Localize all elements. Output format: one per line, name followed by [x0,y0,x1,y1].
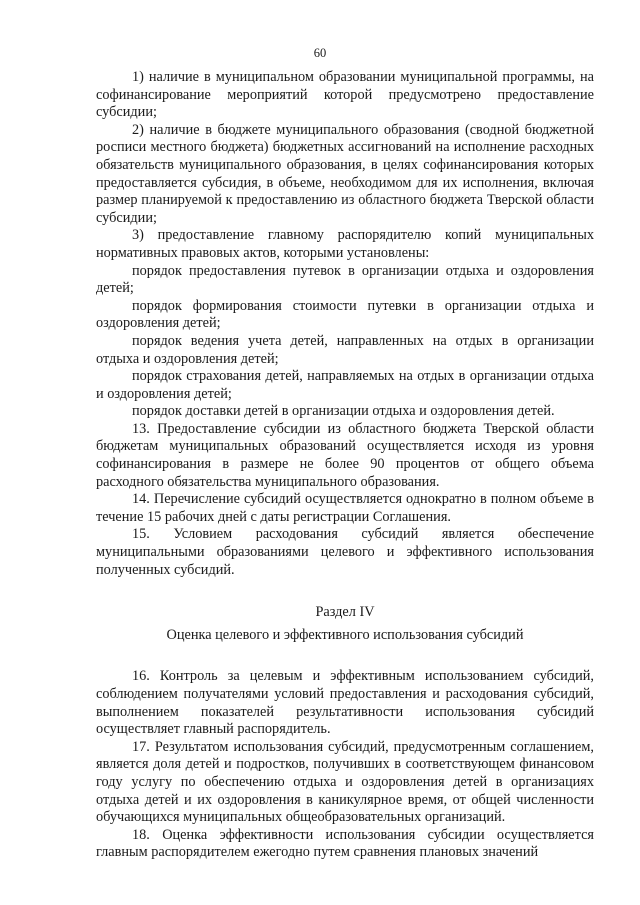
paragraph-procedure-vouchers: порядок предоставления путевок в организации отдыха и оздоровления детей; [96,262,594,297]
paragraph-18: 18. Оценка эффективности использования субсидии осуществляется главным распорядителем ежегодно путем сравнения плановых значений [96,826,594,861]
paragraph-item-3: 3) предоставление главному распорядителю копий муниципальных нормативных правовых актов, которыми установлены: [96,227,594,261]
paragraph-procedure-cost: порядок формирования стоимости путевки в организации отдыха и оздоровления детей; [96,297,594,332]
paragraph-16: 16. Контроль за целевым и эффективным использованием субсидий, соблюдением получателями условий предоставления и расходования субсидий, выполнением показателей результативности использования субсидий осуществляет главный распорядитель. [96,668,594,738]
paragraph-17: 17. Результатом использования субсидий, предусмотренным соглашением, является доля детей и подростков, получивших в соответствующем финансовом году услугу по обеспечению отдыха и оздоровления детей в организациях отдыха детей и их оздоровления в каникулярное время, от общей численности обучающихся муниципальных общеобразовательных организаций. [96,738,594,826]
section-title: Раздел IV [315,604,375,621]
document-body [96,69,594,862]
paragraph-14: 14. Перечисление субсидий осуществляется однократно в полном объеме в течение 15 рабочих дней с даты регистрации Соглашения. [96,491,594,525]
section-heading [96,604,594,644]
paragraph-13: 13. Предоставление субсидии из областного бюджета Тверской области бюджетам муниципальных образований осуществляется исходя из уровня софинансирования в размере не более 90 процентов от общего объема расходного обязательства муниципального образования. [96,420,594,490]
paragraph-procedure-delivery: порядок доставки детей в организации отдыха и оздоровления детей. [132,403,555,420]
page-number: 60 [313,46,327,60]
paragraph-15: 15. Условием расходования субсидий является обеспечение муниципальными образованиями целевого и эффективного использования полученных субсидий. [96,526,594,578]
paragraph-procedure-accounting: порядок ведения учета детей, направленных на отдых в организации отдыха и оздоровления детей; [96,332,594,367]
paragraph-item-1: 1) наличие в муниципальном образовании муниципальной программы, на софинансирование мероприятий которой предусмотрено предоставление субсидии; [96,69,594,121]
paragraph-procedure-insurance: порядок страхования детей, направляемых на отдых в организации отдыха и оздоровления детей; [96,368,594,402]
paragraph-item-2: 2) наличие в бюджете муниципального образования (сводной бюджетной росписи местного бюджета) бюджетных ассигнований на исполнение расходных обязательств муниципального образования, в целях софинансирования которых предоставляется субсидия, в объеме, необходимом для их исполнения, включая размер планируемой к предоставлению из областного бюджета Тверской области субсидии; [96,121,594,226]
section-subtitle: Оценка целевого и эффективного использования субсидий [166,626,524,643]
